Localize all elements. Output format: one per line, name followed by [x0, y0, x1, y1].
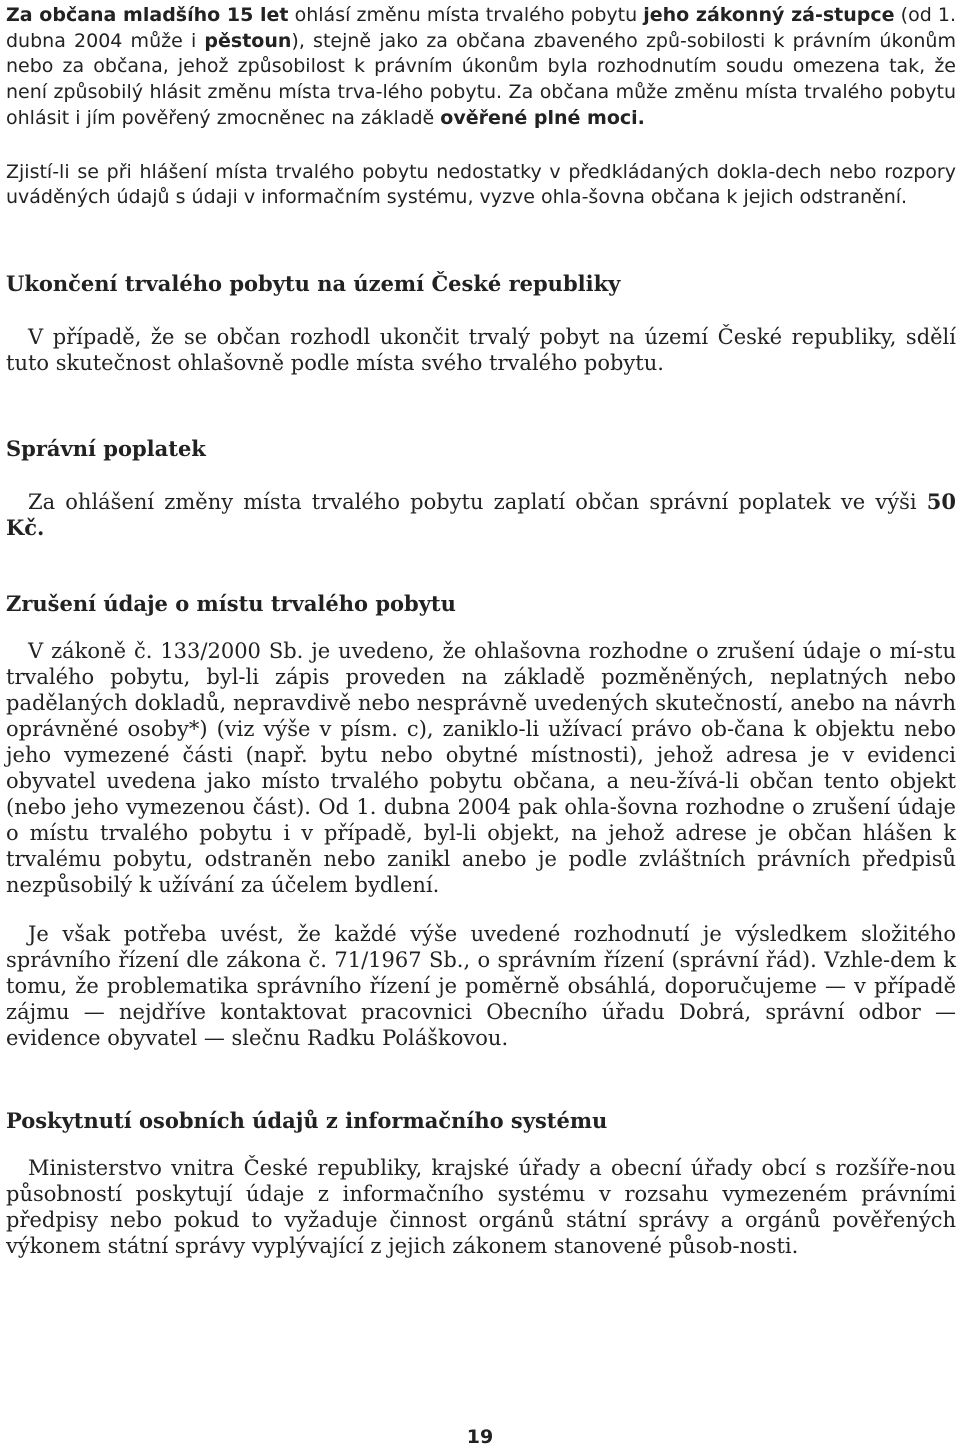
fee-text: Za ohlášení změny místa trvalého pobytu zaplatí občan správní poplatek ve výši [28, 489, 927, 514]
intro-text-2: (od 1. dubna 2004 může i [6, 4, 956, 52]
section-heading-end-of-residence: Ukončení trvalého pobytu na území České republiky [6, 270, 621, 296]
intro-bold-minor: Za občana mladšího 15 let [6, 4, 289, 26]
cancellation-paragraph-2: Je však potřeba uvést, že každé výše uvedené rozhodnutí je výsledkem složitého správního řízení dle zákona č. 71/1967 Sb., o správním řízení (správní řád). Vzhle-dem k tomu, že problematika správního řízení je poměrně obsáhlá, doporučujeme — v případě zájmu — nejdříve kontaktovat pracovnici Obecního úřadu Dobrá, správní odbor — evidence obyvatel — slečnu Radku Poláškovou. [6, 921, 956, 1050]
intro-bold-foster: pěstoun [204, 29, 292, 52]
intro-bold-power-of-attorney: ověřené plné moci. [440, 106, 645, 129]
cancellation-paragraph-1: V zákoně č. 133/2000 Sb. je uvedeno, že ohlašovna rozhodne o zrušení údaje o mí-stu trvalého pobytu, byl-li zápis proveden na základě pozměněných, neplatných nebo padělaných dokladů, nepravdivě nebo nesprávně uvedených skutečností, anebo na návrh oprávněné osoby*) (viz výše v písm. c), zaniklo-li užívací právo ob-čana k objektu nebo jeho vymezené části (např. bytu nebo obytné místnosti), jehož adresa je v evidenci obyvatel uvedena jako místo trvalého pobytu občana, a neu-žívá-li občan tento objekt (nebo jeho vymezenou část). Od 1. dubna 2004 pak ohla-šovna rozhodne o zrušení údaje o místu trvalého pobytu i v případě, byl-li objekt, na jehož adrese je občan hlášen k trvalému pobytu, odstraněn nebo zanikl anebo je podle zvláštních právních předpisů nezpůsobilý k užívání za účelem bydlení. [6, 638, 956, 897]
fee-paragraph [6, 489, 956, 541]
section-heading-cancellation: Zrušení údaje o místu trvalého pobytu [6, 590, 456, 616]
end-of-residence-paragraph: V případě, že se občan rozhodl ukončit trvalý pobyt na území České republiky, sdělí tuto skutečnost ohlašovně podle místa svého trvalého pobytu. [6, 324, 956, 375]
deficiency-paragraph: Zjistí-li se při hlášení místa trvalého pobytu nedostatky v předkládaných dokla-dech nebo rozpory uváděných údajů s údaji v informačním systému, vyzve ohla-šovna občana k jejich odstranění. [6, 160, 956, 209]
intro-text-3: ), stejně jako za občana zbaveného způ-sobilosti k právním úkonům nebo za občana, jehož způsobilost k právním úkonům byla rozhodnutím soudu omezena tak, že není způsobilý hlásit změnu místa trva-lého pobytu. Za občana může změnu místa trvalého pobytu ohlásit i jím pověřený zmocněnec na základě [6, 29, 956, 129]
section-heading-personal-data: Poskytnutí osobních údajů z informačního systému [6, 1107, 608, 1133]
intro-text-1: ohlásí změnu místa trvalého pobytu [288, 4, 644, 26]
fee-amount: 50 Kč. [6, 488, 956, 540]
section-heading-fee: Správní poplatek [6, 435, 206, 461]
intro-bold-guardian: jeho zákonný zá-stupce [643, 4, 895, 26]
page-number: 19 [466, 1426, 494, 1448]
personal-data-paragraph: Ministerstvo vnitra České republiky, krajské úřady a obecní úřady obcí s rozšíře-nou působností poskytují údaje z informačního systému v rozsahu vymezeném právními předpisy nebo pokud to vyžaduje činnost orgánů státní správy a orgánů pověřených výkonem státní správy vyplývající z jejich zákonem stanovené působ-nosti. [6, 1155, 956, 1258]
document-page [6, 0, 956, 1259]
intro-paragraph [6, 3, 956, 132]
